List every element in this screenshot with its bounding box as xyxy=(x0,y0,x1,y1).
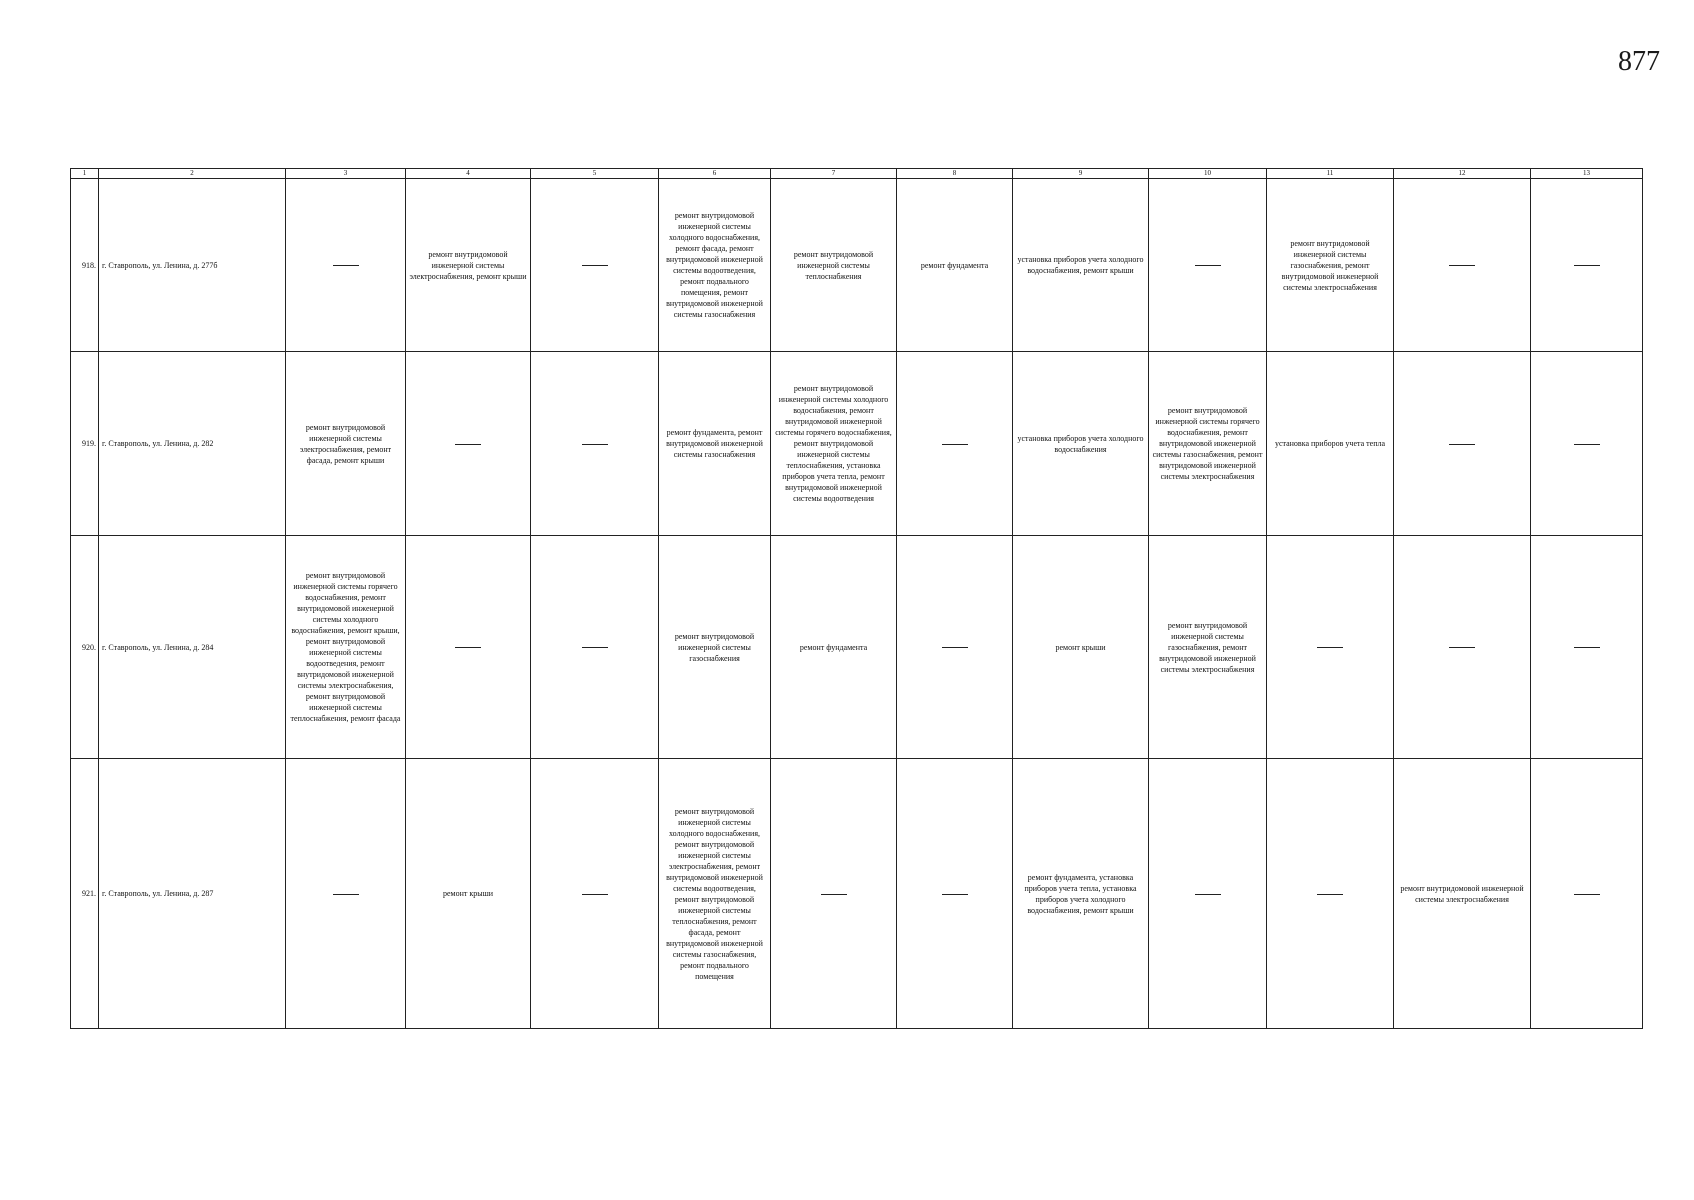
work-cell xyxy=(406,536,531,759)
work-cell: установка приборов учета холодного водоснабжения, ремонт крыши xyxy=(1013,179,1149,352)
work-cell xyxy=(286,179,406,352)
column-number: 11 xyxy=(1267,169,1394,179)
page-number: 877 xyxy=(1618,46,1660,77)
work-cell: ремонт внутридомовой инженерной системы холодного водоснабжения, ремонт внутридомовой инженерной системы горячего водоснабжения, ремонт внутридомовой инженерной системы теплоснабжения, установка приборов учета тепла, ремонт внутридомовой инженерной системы водоотведения xyxy=(771,352,897,536)
address-cell: г. Ставрополь, ул. Ленина, д. 277б xyxy=(99,179,286,352)
table-row xyxy=(71,536,1643,759)
empty-dash xyxy=(1574,444,1600,445)
empty-dash xyxy=(1195,894,1221,895)
work-cell: ремонт внутридомовой инженерной системы газоснабжения, ремонт внутридомовой инженерной системы электроснабжения xyxy=(1267,179,1394,352)
row-number: 918. xyxy=(71,179,99,352)
work-cell: ремонт крыши xyxy=(406,759,531,1029)
empty-dash xyxy=(1195,265,1221,266)
work-cell xyxy=(1531,536,1643,759)
column-number: 12 xyxy=(1394,169,1531,179)
work-cell: ремонт фундамента, установка приборов учета тепла, установка приборов учета холодного водоснабжения, ремонт крыши xyxy=(1013,759,1149,1029)
row-number: 921. xyxy=(71,759,99,1029)
column-number: 6 xyxy=(659,169,771,179)
row-number: 920. xyxy=(71,536,99,759)
work-cell xyxy=(531,352,659,536)
work-cell: ремонт внутридомовой инженерной системы электроснабжения, ремонт крыши xyxy=(406,179,531,352)
work-cell xyxy=(1394,536,1531,759)
work-cell xyxy=(406,352,531,536)
work-cell: ремонт внутридомовой инженерной системы электроснабжения, ремонт фасада, ремонт крыши xyxy=(286,352,406,536)
work-cell xyxy=(1531,759,1643,1029)
work-cell xyxy=(771,759,897,1029)
work-cell: ремонт крыши xyxy=(1013,536,1149,759)
empty-dash xyxy=(582,647,608,648)
empty-dash xyxy=(1449,444,1475,445)
work-cell: ремонт внутридомовой инженерной системы холодного водоснабжения, ремонт внутридомовой инженерной системы электроснабжения, ремонт внутридомовой инженерной системы водоотведения, ремонт внутридомовой инженерной системы теплоснабжения, ремонт фасада, ремонт внутридомовой инженерной системы газоснабжения, ремонт подвального помещения xyxy=(659,759,771,1029)
work-cell xyxy=(1394,352,1531,536)
column-number: 13 xyxy=(1531,169,1643,179)
column-number: 7 xyxy=(771,169,897,179)
work-cell: ремонт внутридомовой инженерной системы газоснабжения, ремонт внутридомовой инженерной системы электроснабжения xyxy=(1149,536,1267,759)
work-cell xyxy=(1267,759,1394,1029)
work-cell: установка приборов учета холодного водоснабжения xyxy=(1013,352,1149,536)
address-cell: г. Ставрополь, ул. Ленина, д. 282 xyxy=(99,352,286,536)
empty-dash xyxy=(455,444,481,445)
column-number: 1 xyxy=(71,169,99,179)
work-cell xyxy=(1531,179,1643,352)
empty-dash xyxy=(1574,894,1600,895)
work-cell: ремонт фундамента xyxy=(771,536,897,759)
column-number: 2 xyxy=(99,169,286,179)
column-number: 8 xyxy=(897,169,1013,179)
table-row xyxy=(71,352,1643,536)
work-cell xyxy=(531,759,659,1029)
work-cell xyxy=(897,352,1013,536)
work-cell xyxy=(1394,179,1531,352)
empty-dash xyxy=(821,894,847,895)
empty-dash xyxy=(1449,265,1475,266)
work-cell: ремонт внутридомовой инженерной системы теплоснабжения xyxy=(771,179,897,352)
work-cell xyxy=(897,759,1013,1029)
work-cell xyxy=(1267,536,1394,759)
repair-schedule-table xyxy=(70,168,1643,1029)
table-row xyxy=(71,759,1643,1029)
empty-dash xyxy=(1574,265,1600,266)
work-cell xyxy=(897,536,1013,759)
row-number: 919. xyxy=(71,352,99,536)
empty-dash xyxy=(942,894,968,895)
column-number: 4 xyxy=(406,169,531,179)
work-cell: ремонт фундамента xyxy=(897,179,1013,352)
work-cell xyxy=(1149,179,1267,352)
work-cell xyxy=(286,759,406,1029)
address-cell: г. Ставрополь, ул. Ленина, д. 287 xyxy=(99,759,286,1029)
column-number: 5 xyxy=(531,169,659,179)
empty-dash xyxy=(333,265,359,266)
empty-dash xyxy=(942,647,968,648)
column-number: 10 xyxy=(1149,169,1267,179)
work-cell: ремонт внутридомовой инженерной системы горячего водоснабжения, ремонт внутридомовой инженерной системы газоснабжения, ремонт внутридомовой инженерной системы электроснабжения xyxy=(1149,352,1267,536)
work-cell xyxy=(531,536,659,759)
work-cell: установка приборов учета тепла xyxy=(1267,352,1394,536)
empty-dash xyxy=(582,265,608,266)
empty-dash xyxy=(582,444,608,445)
empty-dash xyxy=(942,444,968,445)
empty-dash xyxy=(455,647,481,648)
work-cell xyxy=(1149,759,1267,1029)
work-cell: ремонт внутридомовой инженерной системы горячего водоснабжения, ремонт внутридомовой инженерной системы холодного водоснабжения, ремонт крыши, ремонт внутридомовой инженерной системы водоотведения, ремонт внутридомовой инженерной системы электроснабжения, ремонт внутридомовой инженерной системы теплоснабжения, ремонт фасада xyxy=(286,536,406,759)
table-row xyxy=(71,179,1643,352)
empty-dash xyxy=(1317,647,1343,648)
work-cell xyxy=(1531,352,1643,536)
column-number: 3 xyxy=(286,169,406,179)
work-cell xyxy=(531,179,659,352)
work-cell: ремонт внутридомовой инженерной системы холодного водоснабжения, ремонт фасада, ремонт внутридомовой инженерной системы водоотведения, ремонт подвального помещения, ремонт внутридомовой инженерной системы газоснабжения xyxy=(659,179,771,352)
empty-dash xyxy=(1574,647,1600,648)
column-number-row xyxy=(71,169,1643,179)
work-cell: ремонт внутридомовой инженерной системы газоснабжения xyxy=(659,536,771,759)
empty-dash xyxy=(1449,647,1475,648)
empty-dash xyxy=(582,894,608,895)
empty-dash xyxy=(1317,894,1343,895)
work-cell: ремонт фундамента, ремонт внутридомовой инженерной системы газоснабжения xyxy=(659,352,771,536)
empty-dash xyxy=(333,894,359,895)
work-cell: ремонт внутридомовой инженерной системы электроснабжения xyxy=(1394,759,1531,1029)
address-cell: г. Ставрополь, ул. Ленина, д. 284 xyxy=(99,536,286,759)
column-number: 9 xyxy=(1013,169,1149,179)
